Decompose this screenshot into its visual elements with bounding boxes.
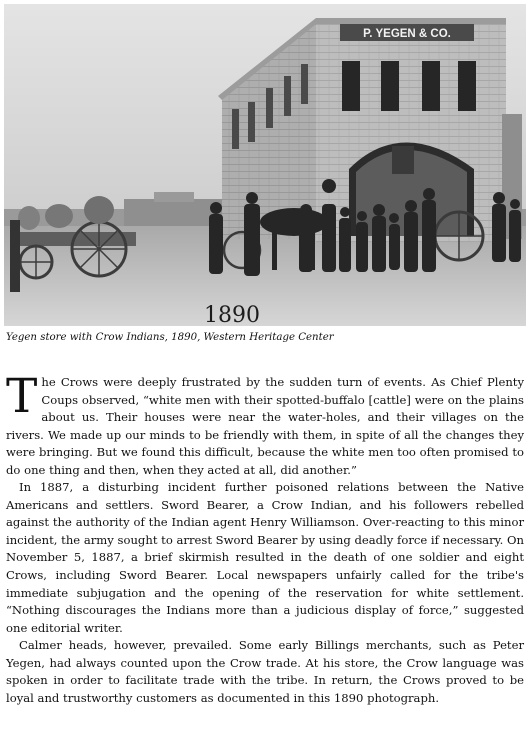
article-paragraph-3: Calmer heads, however, prevailed. Some early Billings merchants, such as Peter Yegen, had always counted upon the Crow trade. At his store, the Crow language was spoken in order to facilitate trade with the tribe. In return, the Crows proved to be loyal and trustworthy customers as documented in this 1890 photograph. — [6, 638, 524, 705]
photo-year-marking: 1890 — [204, 303, 260, 326]
article-paragraph-2: In 1887, a disturbing incident further poisoned relations between the Native Americans and settlers. Sword Bearer, a Crow Indian, and his followers rebelled against the authority of the Indian agent Henry Williamson. Over-reacting to this minor incident, the army sought to arrest Sword Bearer by using deadly force if necessary. On November 5, 1887, a brief skirmish resulted in the death of one soldier and eight Crows, including Sword Bearer. Local newspapers unfairly called for the tribe's immediate subjugation and the opening of the reservation for white settlement. “Nothing discourages the Indians more than a judicious display of force,” suggested one editorial writer. — [6, 480, 524, 635]
article-paragraph-1 — [6, 369, 524, 479]
photo-caption: Yegen store with Crow Indians, 1890, Western Heritage Center — [6, 332, 334, 343]
paragraph-1-text: he Crows were deeply frustrated by the sudden turn of events. As Chief Plenty Coups observed, “white men with their spotted-buffalo [cattle] were on the plains about us. Their houses were near the water-holes, and their villages on the rivers. We made up our minds to be friendly with them, in spite of all the changes they were bringing. But we found this difficult, because the white men too often promised to do one thing and then, when they acted at all, did another.” — [6, 375, 524, 477]
historical-photograph — [4, 4, 526, 326]
store-sign: P. YEGEN & CO. — [363, 28, 451, 40]
drop-cap: T — [6, 369, 38, 424]
photo-illustration — [4, 4, 526, 326]
article-body — [6, 369, 524, 707]
